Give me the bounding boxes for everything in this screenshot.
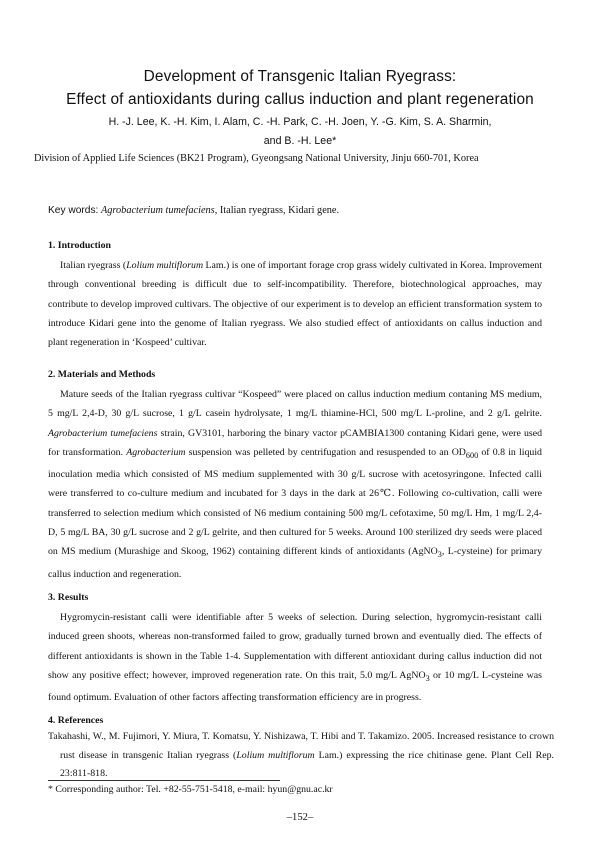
reference-species-italic: Lolium multiflorum (236, 749, 315, 761)
keywords-italic-term: Agrobacterium tumefaciens (100, 205, 215, 216)
methods-subscript-agno3: 3 (437, 550, 442, 560)
author-list-line-2: and B. -H. Lee* (263, 135, 337, 147)
intro-text-1: Italian ryegrass ( (60, 260, 127, 271)
reference-text-2: Lam.) expressing the rice chitinase gene. Plant Cell Rep. 23:811-818. (60, 749, 554, 779)
methods-text-4: of 0.8 in liquid inoculation media which consisted of MS medium supplemented with 30 g/L sucrose with acetosyringone. Infected calli were transferred to co-culture medium and incubated for 3 days in the dark at 26℃. Following co-cultivation, calli were transferred to selection medium which consisted of N6 medium containing 500 mg/L cefotaxime, 50 mg/L Hm, 1 mg/L 2,4-D, 5 mg/L BA, 30 g/L sucrose and 2 g/L gelrite, and then cultured for 5 weeks. Around 100 sterilized dry seeds were placed on MS medium (Murashige and Skoog, 1962) containing different kinds of antioxidants (AgNO (48, 446, 542, 558)
methods-text-5: , L-cysteine) for primary callus induction and regeneration. (48, 546, 543, 580)
affiliation: Division of Applied Life Sciences (BK21 Program), Gyeongsang National University, Jinju 660-701, Korea (34, 153, 479, 164)
results-text-2: or 10 mg/L L-cysteine was found optimum. Evaluation of other factors affecting transformation efficiency are in progress. (48, 669, 542, 704)
section-heading-results: 3. Results (48, 592, 89, 603)
page-number: –152– (286, 812, 314, 823)
footnote-divider (48, 780, 280, 781)
methods-text-3: suspension was pelleted by centrifugation and resuspended to an OD (185, 446, 466, 458)
section-heading-methods: 2. Materials and Methods (48, 369, 156, 380)
introduction-paragraph (48, 256, 542, 352)
results-text-1: Hygromycin-resistant calli were identifiable after 5 weeks of selection. During selection, hygromycin-resistant calli induced green shoots, whereas non-transformed failed to grow, gradually turned brown and eventually died. The effects of different antioxidants is shown in the Table 1-4. Supplementation with different antioxidant during callus induction did not show any positive effect; however, improved regeneration rate. On this trait, 5.0 mg/L AgNO (48, 612, 542, 681)
results-subscript-agno3: 3 (425, 673, 430, 683)
methods-text-1: Mature seeds of the Italian ryegrass cultivar “Kospeed” were placed on callus induction medium contaning MS medium, 5 mg/L 2,4-D, 30 g/L sucrose, 1 g/L casein hydrolysate, 1 mg/L thiamine-HCl, 500 mg/L L-proline, and 2 g/L gelrite. (48, 389, 542, 420)
paper-title-line-2: Effect of antioxidants during callus induction and plant regeneration (66, 91, 534, 108)
methods-paragraph (48, 385, 542, 584)
reference-entry (48, 728, 554, 784)
methods-italic-1: Agrobacterium tumefaciens (48, 427, 158, 439)
methods-text-2: strain, GV3101, harboring the binary vactor pCAMBIA1300 contaning Kidari gene, were used for transformation. (48, 427, 543, 458)
results-paragraph (48, 608, 542, 707)
intro-species-italic: Lolium multiflorum (126, 260, 204, 271)
author-list-line-1: H. -J. Lee, K. -H. Kim, I. Alam, C. -H. Park, C. -H. Joen, Y. -G. Kim, S. A. Sharmin, (108, 116, 492, 128)
section-heading-references: 4. References (48, 715, 104, 726)
section-heading-introduction: 1. Introduction (48, 240, 111, 251)
keywords-rest: , Italian ryegrass, Kidari gene. (214, 205, 340, 216)
keywords-label: Key words: (48, 205, 99, 216)
reference-text-1: Takahashi, W., M. Fujimori, Y. Miura, T. Komatsu, Y. Nishizawa, T. Hibi and T. Takamizo. 2005. Increased resistance to crown rust disease in transgenic Italian ryegrass ( (48, 731, 554, 761)
methods-subscript-od: 600 (465, 450, 479, 460)
methods-italic-2: Agrobacterium (126, 446, 186, 458)
paper-title-line-1: Development of Transgenic Italian Ryegrass: (143, 68, 457, 85)
keywords (48, 205, 339, 216)
corresponding-author-footnote: * Corresponding author: Tel. +82-55-751-5418, e-mail: hyun@gnu.ac.kr (48, 784, 333, 795)
intro-text-2: Lam.) is one of important forage crop grass widely cultivated in Korea. Improvement through conventional breeding is difficult due to self-incompatibility. Therefore, biotechnological approaches, may contribute to develop improved cultivars. The objective of our experiment is to develop an efficient transformation system to introduce Kidari gene into the genome of Italian ryegrass. We also studied effect of antioxidants on callus induction and plant regeneration in ‘Kospeed’ cultivar. (48, 260, 542, 349)
